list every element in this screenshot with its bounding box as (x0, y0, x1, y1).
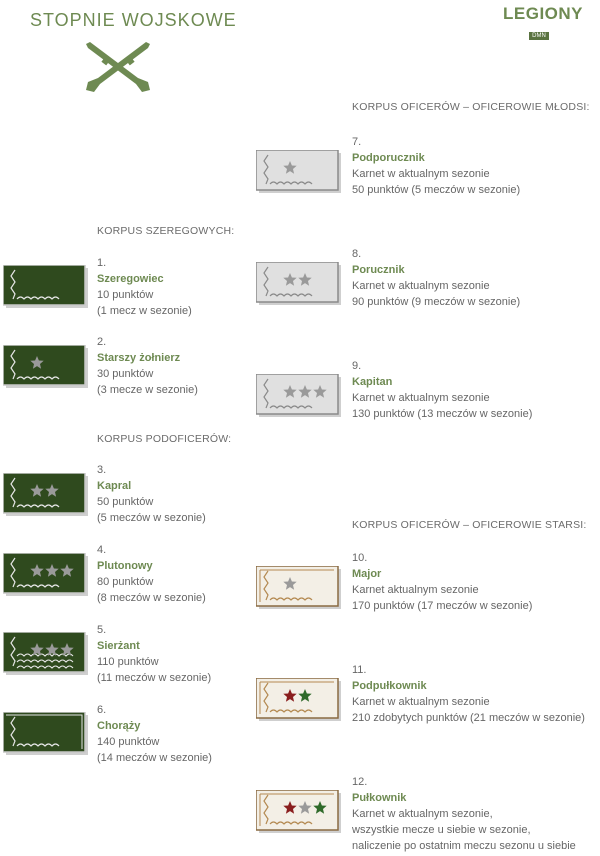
rank-requirement: Karnet w aktualnym sezonie (352, 280, 490, 292)
colonel-insignia-icon (256, 790, 342, 834)
rank-requirement: (8 meczów w sezonie) (97, 592, 206, 604)
rank-requirement: Karnet w aktualnym sezonie (352, 168, 490, 180)
logo-wordmark: LEGIONY (503, 4, 584, 23)
warrant-officer-insignia-icon (3, 712, 89, 756)
rank-number: 10. (352, 552, 368, 564)
rank-requirement: 50 punktów (5 meczów w sezonie) (352, 184, 521, 196)
rank-number: 1. (97, 257, 107, 269)
section-junior-officers: KORPUS OFICERÓW – OFICEROWIE MŁODSI: (352, 101, 590, 113)
rank-number: 8. (352, 248, 362, 260)
rank-name: Pułkownik (352, 792, 407, 804)
private-insignia-icon (3, 265, 89, 309)
second-lieutenant-insignia-icon (256, 150, 342, 194)
rank-number: 11. (352, 664, 367, 676)
legiony-logo (503, 4, 584, 44)
rank-number: 3. (97, 464, 107, 476)
rank-requirement: 30 punktów (97, 368, 154, 380)
rank-item (97, 462, 206, 526)
lieutenant-insignia-icon (256, 262, 342, 306)
rank-name: Chorąży (97, 720, 141, 732)
rank-number: 4. (97, 544, 107, 556)
rank-requirement: (3 mecze w sezonie) (97, 384, 198, 396)
rank-requirement: 140 punktów (97, 736, 160, 748)
rank-name: Podporucznik (352, 152, 425, 164)
rank-requirement: 130 punktów (13 meczów w sezonie) (352, 408, 533, 420)
rank-name: Podpułkownik (352, 680, 427, 692)
rank-name: Plutonowy (97, 560, 153, 572)
rank-name: Kapral (97, 480, 132, 492)
rank-item (352, 550, 532, 614)
rank-requirement: 170 punktów (17 meczów w sezonie) (352, 600, 533, 612)
rank-name: Sierżant (97, 640, 140, 652)
rank-requirement: Karnet aktualnym sezonie (352, 584, 479, 596)
rank-item (97, 702, 212, 766)
rank-requirement: 50 punktów (97, 496, 154, 508)
rank-name: Major (352, 568, 382, 580)
rank-number: 2. (97, 336, 107, 348)
sergeant-insignia-icon (3, 632, 89, 676)
page-title: STOPNIE WOJSKOWE (30, 10, 237, 30)
rank-item (97, 622, 211, 686)
rank-number: 7. (352, 136, 362, 148)
rank-item (97, 334, 198, 398)
rank-name: Kapitan (352, 376, 393, 388)
rank-requirement: 90 punktów (9 meczów w sezonie) (352, 296, 521, 308)
platoon-sergeant-insignia-icon (3, 553, 89, 597)
rank-number: 5. (97, 624, 107, 636)
rank-requirement: (11 meczów w sezonie) (97, 672, 212, 684)
rank-item (352, 662, 585, 726)
crossed-rifles-icon (82, 40, 154, 96)
rank-number: 9. (352, 360, 362, 372)
senior-private-insignia-icon (3, 345, 89, 389)
lieutenant-colonel-insignia-icon (256, 678, 342, 722)
rank-name: Porucznik (352, 264, 405, 276)
rank-requirement: (14 meczów w sezonie) (97, 752, 212, 764)
rank-item (352, 246, 520, 310)
captain-insignia-icon (256, 374, 342, 418)
rank-requirement: 10 punktów (97, 289, 154, 301)
rank-item (352, 134, 520, 198)
section-nco: KORPUS PODOFICERÓW: (97, 433, 232, 445)
section-enlisted: KORPUS SZEREGOWYCH: (97, 225, 235, 237)
section-senior-officers: KORPUS OFICERÓW – OFICEROWIE STARSI: (352, 519, 587, 531)
rank-name: Szeregowiec (97, 273, 164, 285)
logo-sub: DMN (529, 32, 549, 40)
rank-requirement: Karnet w aktualnym sezonie (352, 696, 490, 708)
rank-item (352, 358, 532, 422)
rank-requirement: 80 punktów (97, 576, 154, 588)
rank-item (97, 542, 206, 606)
rank-requirement: naliczenie po ostatnim meczu sezonu u siebie (352, 840, 576, 852)
rank-item (97, 255, 192, 319)
rank-requirement: Karnet w aktualnym sezonie (352, 392, 490, 404)
rank-requirement: 210 zdobytych punktów (21 meczów w sezonie) (352, 712, 585, 724)
rank-item (352, 774, 576, 854)
rank-name: Starszy żołnierz (97, 352, 181, 364)
rank-requirement: (1 mecz w sezonie) (97, 305, 192, 317)
rank-requirement: Karnet w aktualnym sezonie, (352, 808, 493, 820)
rank-number: 6. (97, 704, 107, 716)
rank-number: 12. (352, 776, 368, 788)
corporal-insignia-icon (3, 473, 89, 517)
rank-requirement: wszystkie mecze u siebie w sezonie, (352, 824, 531, 836)
rank-requirement: (5 meczów w sezonie) (97, 512, 206, 524)
rank-requirement: 110 punktów (97, 656, 159, 668)
major-insignia-icon (256, 566, 342, 610)
